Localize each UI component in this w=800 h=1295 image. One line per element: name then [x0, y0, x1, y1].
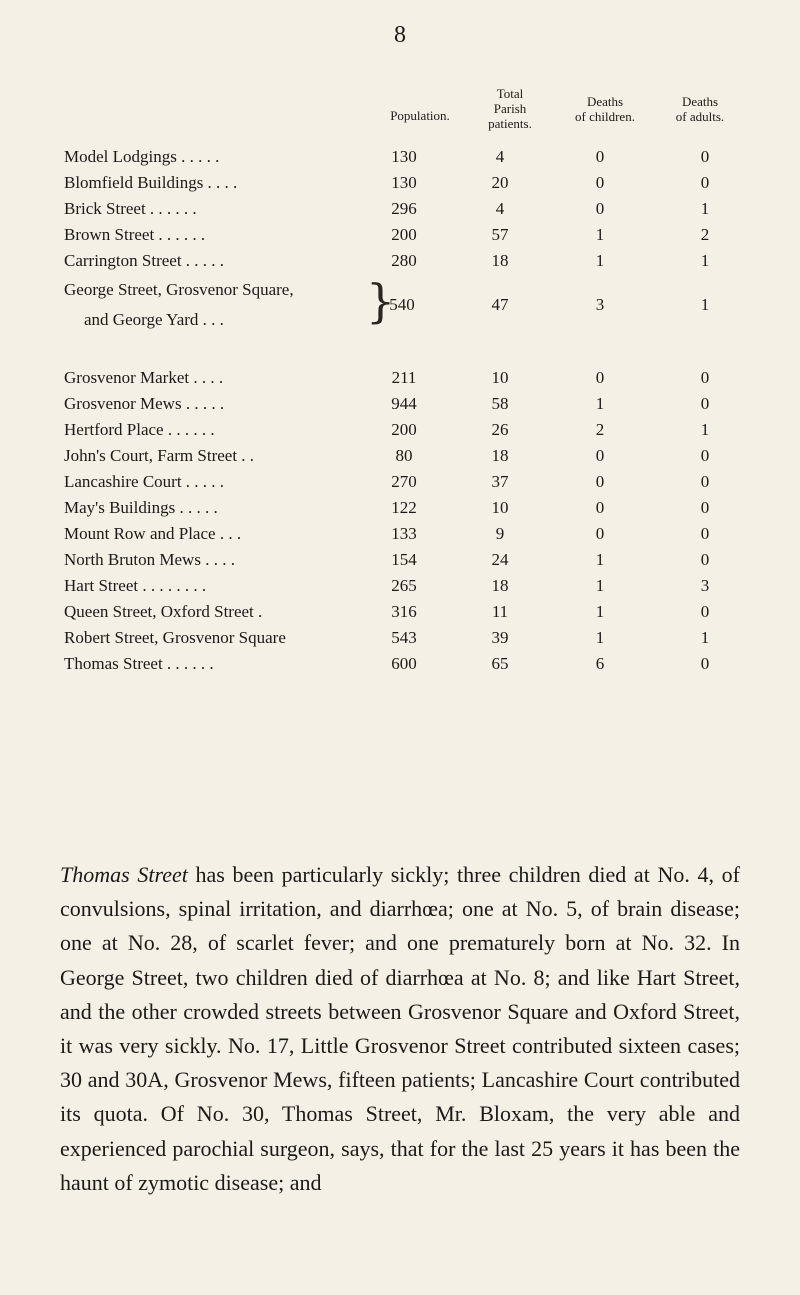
row-parish-patients: 18	[491, 251, 509, 270]
row-population: 265	[391, 576, 417, 595]
row-deaths-children: 1	[595, 394, 605, 413]
table-row	[0, 170, 800, 196]
row-deaths-adults: 1	[700, 420, 710, 439]
row-population: 130	[391, 147, 417, 166]
paragraph-text: has been particularly sickly; three children died at No. 4, of convulsions, spinal irritation, and diarrhœa; one at No. 5, of brain disease; one at No. 28, of scarlet fever; and one prematurely born at No. 32. In George Street, two children died of diarrhœa at No. 8; and like Hart Street, and the other crowded streets between Grosvenor Square and Oxford Street, it was very sickly. No. 17, Little Grosvenor Street contributed sixteen cases; 30 and 30A, Grosvenor Mews, fifteen patients; Lancashire Court contributed its quota. Of No. 30, Thomas Street, Mr. Bloxam, the very able and experienced parochial surgeon, says, that for the last 25 years it has been the haunt of zymotic disease; and	[60, 862, 740, 1195]
row-street: Brick Street . . . . . .	[64, 199, 197, 218]
row-deaths-adults: 2	[700, 225, 710, 244]
header-parish-line2: Parish	[493, 101, 527, 116]
row-deaths-adults: 1	[700, 251, 710, 270]
row-deaths-children: 1	[595, 628, 605, 647]
row-deaths-adults: 0	[700, 602, 710, 621]
header-population-text: Population.	[390, 108, 450, 123]
row-deaths-children: 1	[595, 576, 605, 595]
row-parish-patients: 18	[491, 446, 509, 465]
row-street: Mount Row and Place . . .	[64, 524, 242, 543]
row-population: 280	[391, 251, 417, 270]
table-row	[0, 599, 800, 625]
row-street: Grosvenor Market . . . .	[64, 368, 224, 387]
row-deaths-children: 1	[595, 602, 605, 621]
table-row	[0, 144, 800, 170]
row-parish-patients: 47	[491, 295, 509, 314]
table-row	[0, 222, 800, 248]
row-parish-patients: 10	[491, 498, 509, 517]
header-adults-line1: Deaths	[681, 94, 719, 109]
row-deaths-adults: 1	[700, 628, 710, 647]
table-row	[0, 391, 800, 417]
header-population	[370, 108, 470, 123]
row-street	[64, 277, 374, 333]
row-population: 133	[391, 524, 417, 543]
row-population: 122	[391, 498, 417, 517]
row-population: 540	[389, 295, 415, 314]
header-parish-line1: Total	[496, 86, 524, 101]
brace-glyph: }	[366, 274, 396, 328]
row-deaths-adults: 0	[700, 368, 710, 387]
header-adults-line2: of adults.	[675, 109, 725, 124]
row-street-line2: and George Yard . . .	[84, 310, 224, 329]
row-population: 316	[391, 602, 417, 621]
header-parish-line3: patients.	[488, 116, 532, 131]
row-parish-patients: 58	[491, 394, 509, 413]
row-street: Grosvenor Mews . . . . .	[64, 394, 225, 413]
row-population: 200	[391, 420, 417, 439]
row-deaths-adults: 0	[700, 472, 710, 491]
row-deaths-adults: 0	[700, 147, 710, 166]
table-row	[0, 274, 800, 333]
row-population: 80	[395, 446, 413, 465]
row-population: 200	[391, 225, 417, 244]
row-parish-patients: 57	[491, 225, 509, 244]
row-deaths-adults: 3	[700, 576, 710, 595]
row-deaths-children: 6	[595, 654, 605, 673]
row-deaths-children: 3	[595, 295, 605, 314]
row-population: 154	[391, 550, 417, 569]
row-population: 270	[391, 472, 417, 491]
row-deaths-children: 0	[595, 446, 605, 465]
header-children-line1: Deaths	[586, 94, 624, 109]
row-population: 944	[391, 394, 417, 413]
row-parish-patients: 65	[491, 654, 509, 673]
row-parish-patients: 18	[491, 576, 509, 595]
row-parish-patients: 24	[491, 550, 509, 569]
row-parish-patients: 26	[491, 420, 509, 439]
row-deaths-children: 0	[595, 524, 605, 543]
header-deaths-children	[555, 94, 655, 124]
table-row	[0, 417, 800, 443]
table-row	[0, 443, 800, 469]
row-parish-patients: 10	[491, 368, 509, 387]
row-street: Thomas Street . . . . . .	[64, 654, 214, 673]
row-deaths-adults: 0	[700, 524, 710, 543]
table-row	[0, 248, 800, 274]
row-deaths-children: 0	[595, 199, 605, 218]
row-parish-patients: 37	[491, 472, 509, 491]
row-parish-patients: 39	[491, 628, 509, 647]
row-deaths-children: 0	[595, 147, 605, 166]
row-deaths-children: 0	[595, 368, 605, 387]
table-row	[0, 521, 800, 547]
row-deaths-adults: 0	[700, 498, 710, 517]
row-street: Blomfield Buildings . . . .	[64, 173, 238, 192]
row-deaths-adults: 0	[700, 173, 710, 192]
row-deaths-children: 1	[595, 225, 605, 244]
row-population: 296	[391, 199, 417, 218]
row-street: Brown Street . . . . . .	[64, 225, 206, 244]
row-deaths-adults: 1	[700, 199, 710, 218]
row-parish-patients: 11	[491, 602, 509, 621]
row-parish-patients: 9	[495, 524, 505, 543]
row-street: Model Lodgings . . . . .	[64, 147, 220, 166]
row-street-line1: George Street, Grosvenor Square,	[64, 280, 294, 299]
row-street: John's Court, Farm Street . .	[64, 446, 255, 465]
table-row	[0, 547, 800, 573]
row-deaths-adults: 0	[700, 654, 710, 673]
row-deaths-adults: 0	[700, 446, 710, 465]
row-parish-patients: 20	[491, 173, 509, 192]
row-deaths-adults: 0	[700, 550, 710, 569]
table-row	[0, 625, 800, 651]
row-population: 543	[391, 628, 417, 647]
row-street: May's Buildings . . . . .	[64, 498, 218, 517]
header-children-line2: of children.	[575, 109, 635, 124]
row-street: Lancashire Court . . . . .	[64, 472, 225, 491]
row-deaths-children: 1	[595, 550, 605, 569]
table-row	[0, 651, 800, 677]
row-parish-patients: 4	[495, 147, 505, 166]
row-population: 130	[391, 173, 417, 192]
paragraph-lead: Thomas Street	[60, 862, 188, 887]
table-row	[0, 573, 800, 599]
row-street: Hertford Place . . . . . .	[64, 420, 215, 439]
table-row	[0, 495, 800, 521]
table-row	[0, 196, 800, 222]
row-deaths-children: 0	[595, 173, 605, 192]
row-street: North Bruton Mews . . . .	[64, 550, 235, 569]
header-parish-patients	[475, 86, 545, 131]
row-deaths-adults: 1	[700, 295, 710, 314]
body-paragraph	[60, 858, 740, 1200]
row-street: Carrington Street . . . . .	[64, 251, 225, 270]
header-deaths-adults	[660, 94, 740, 124]
row-street: Robert Street, Grosvenor Square	[64, 628, 286, 647]
row-deaths-children: 1	[595, 251, 605, 270]
row-population: 600	[391, 654, 417, 673]
table-row	[0, 469, 800, 495]
table-row	[0, 365, 800, 391]
row-deaths-children: 0	[595, 498, 605, 517]
row-parish-patients: 4	[495, 199, 505, 218]
row-deaths-adults: 0	[700, 394, 710, 413]
row-deaths-children: 2	[595, 420, 605, 439]
page-number: 8	[394, 22, 406, 48]
row-deaths-children: 0	[595, 472, 605, 491]
row-street: Hart Street . . . . . . . .	[64, 576, 207, 595]
row-street: Queen Street, Oxford Street .	[64, 602, 263, 621]
row-population: 211	[391, 368, 417, 387]
